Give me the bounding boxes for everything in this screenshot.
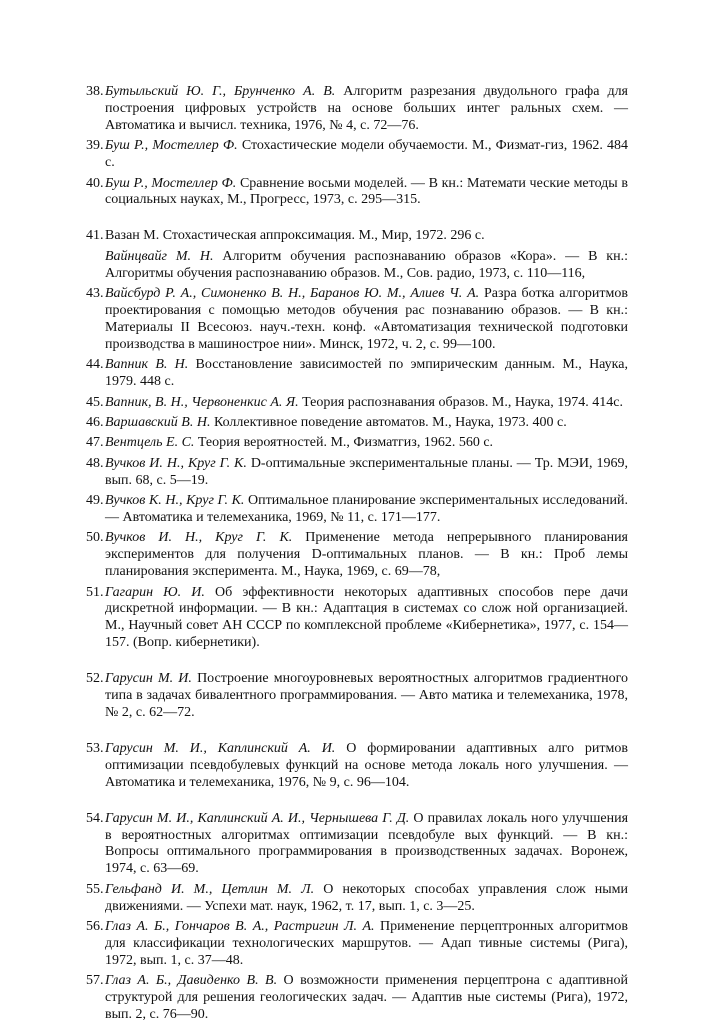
reference-text: Алгоритм обучения распознаванию образов «Кора». — В кн.: Алгоритмы обучения распознаванию образов. М., Сов. радио, 1973, с. 110—116, xyxy=(105,248,628,281)
reference-48 xyxy=(80,456,628,490)
reference-authors: Буш Р., Мостеллер Ф. xyxy=(105,138,238,154)
reference-text: Применение метода непрерывного планирования экспериментов для получения D-оптимальных планов. — В кн.: Проб лемы планирования эксперимента. М., Наука, 1969, с. 69—78, xyxy=(105,530,629,580)
reference-47 xyxy=(80,435,628,452)
reference-number: 39. xyxy=(86,138,104,154)
reference-38 xyxy=(80,84,628,135)
reference-text: Сравнение восьми моделей. — В кн.: Математи ческие методы в социальных науках, М., Прогресс, 1973, с. 295—315. xyxy=(105,175,629,208)
reference-42 xyxy=(80,249,628,283)
reference-authors: Буш Р., Мостеллер Ф. xyxy=(105,175,237,191)
reference-text: Теория распознавания образов. М., Наука, 1974. 414с. xyxy=(298,394,623,410)
reference-text: Стохастические модели обучаемости. М., Физмат-гиз, 1962. 484 с. xyxy=(105,138,629,171)
reference-46 xyxy=(80,415,628,432)
reference-text: D-оптимальные экспериментальные планы. — Тр. МЭИ, 1969, вып. 68, с. 5—19. xyxy=(105,455,628,488)
reference-authors: Глаз А. Б., Гончаров В. А., Растригин Л. А. xyxy=(105,919,375,935)
reference-text: Алгоритм разрезания двудольного графа для построения цифровых устройств на основе больших интег ральных схем. — Автоматика и вычисл. техника, 1976, № 4, с. 72—76. xyxy=(105,84,628,133)
reference-57 xyxy=(80,973,628,1024)
reference-authors: Вайсбурд Р. А., Симоненко В. Н., Баранов Ю. М., Алиев Ч. А. xyxy=(105,286,480,302)
reference-number: 55. xyxy=(86,881,104,897)
reference-56 xyxy=(80,919,628,970)
reference-text: Применение перцептронных алгоритмов для классификации технологических маршрутов. — Адап тивные системы (Рига), 1972, вып. 1, с. 37—48. xyxy=(105,919,629,968)
reference-authors: Гагарин Ю. И. xyxy=(105,584,205,600)
reference-number: 53. xyxy=(86,740,104,756)
reference-authors: Вучков К. Н., Круг Г. К. xyxy=(105,493,245,509)
reference-authors: Гарусин М. И., Каплинский А. И., Чернышева Г. Д. xyxy=(105,810,410,826)
reference-number: 41. xyxy=(86,228,104,244)
reference-authors: Вучков И. Н., Круг Г. К. xyxy=(105,530,293,546)
reference-authors: Варшавский В. Н. xyxy=(105,414,211,430)
reference-43 xyxy=(80,286,628,354)
reference-41 xyxy=(80,228,628,245)
reference-text: Вазан М. Стохастическая аппроксимация. М., Мир, 1972. 296 с. xyxy=(105,228,485,244)
reference-51 xyxy=(80,585,628,653)
reference-54 xyxy=(80,811,628,879)
reference-text: О формировании адаптивных алго ритмов оптимизации псевдобулевых функций на основе метода локаль ного улучшения. — Автоматика и телемеханика, 1976, № 9, с. 96—104. xyxy=(105,740,628,790)
reference-39 xyxy=(80,138,628,172)
reference-text: О возможности применения перцептрона с адаптивной структурой для решения геологических задач. — Адаптив ные системы (Рига), 1972, вып. 2, с. 76—90. xyxy=(105,973,629,1023)
reference-authors: Вучков И. Н., Круг Г. К. xyxy=(105,455,247,471)
reference-authors: Гельфанд И. М., Цетлин М. Л. xyxy=(105,881,315,897)
reference-text: Построение многоуровневых вероятностных алгоритмов градиентного типа в задачах бивалентного программирования. — Авто матика и телемеханика, 1978, № 2, с. 62—72. xyxy=(105,671,628,720)
reference-authors: Вентцель Е. С. xyxy=(105,435,195,451)
reference-number: 47. xyxy=(86,435,104,451)
reference-authors: Глаз А. Б., Давиденко В. В. xyxy=(105,973,278,989)
reference-number: 51. xyxy=(86,584,104,600)
reference-number: 57. xyxy=(86,973,104,989)
reference-list xyxy=(80,84,628,1028)
reference-text: Восстановление зависимостей по эмпирическим данным. М., Наука, 1979. 448 с. xyxy=(105,357,628,390)
reference-number: 43. xyxy=(86,286,104,302)
reference-text: Об эффективности некоторых адаптивных способов пере дачи дискретной информации. — В кн.: Адаптация в системах со слож ной организацией. М., Научный совет АН СССР по комплексной проблеме «Кибернетика», 1977, с. 154—157. (Вопр. кибернетики). xyxy=(105,584,628,651)
reference-number: 46. xyxy=(86,414,104,430)
reference-49 xyxy=(80,493,628,527)
reference-authors: Вайнцвайг М. Н. xyxy=(105,248,214,264)
reference-text: О некоторых способах управления слож ными движениями. — Успехи мат. наук, 1962, т. 17, вып. 1, с. 3—25. xyxy=(105,881,628,914)
reference-text: Разра ботка алгоритмов проектирования с помощью методов обучения рас познаванию образов. — В кн.: Материалы II Всесоюз. науч.-техн. конф. «Автоматизация технической подготовки производства в машинострое нии». Минск, 1972, ч. 2, с. 99—100. xyxy=(105,286,628,352)
reference-text: О правилах локаль ного улучшения в вероятностных алгоритмах оптимизации псевдобуле вых функций. — В кн.: Вопросы оптимального программирования в производственных задачах. Воронеж, 1974, с. 63—69. xyxy=(105,810,629,877)
reference-53 xyxy=(80,741,628,792)
reference-44 xyxy=(80,357,628,391)
reference-text: Коллективное поведение автоматов. М., Наука, 1973. 400 с. xyxy=(210,414,567,430)
reference-text: Оптимальное планирование экспериментальных исследований. — Автоматика и телемеханика, 1969, № 11, с. 171—177. xyxy=(105,493,628,525)
reference-authors: Гарусин М. И. xyxy=(105,671,192,687)
reference-number: 50. xyxy=(86,530,104,546)
reference-authors: Гарусин М. И., Каплинский А. И. xyxy=(105,740,336,756)
reference-text: Теория вероятностей. М., Физматгиз, 1962. 560 с. xyxy=(194,435,494,451)
reference-45 xyxy=(80,395,628,412)
reference-number: 48. xyxy=(86,455,104,471)
reference-authors: Вапник, В. Н., Червоненкис А. Я. xyxy=(105,394,299,410)
reference-number: 52. xyxy=(86,671,104,687)
reference-number: 54. xyxy=(86,810,104,826)
reference-52 xyxy=(80,671,628,722)
reference-number: 45. xyxy=(86,394,104,410)
reference-55 xyxy=(80,882,628,916)
reference-50 xyxy=(80,530,628,581)
reference-40 xyxy=(80,176,628,210)
reference-number: 44. xyxy=(86,357,104,373)
reference-authors: Вапник В. Н. xyxy=(105,357,189,373)
reference-number: 38. xyxy=(86,84,104,99)
reference-authors: Бутыльский Ю. Г., Брунченко А. В. xyxy=(105,84,336,99)
reference-number: 40. xyxy=(86,175,104,191)
reference-number: 56. xyxy=(86,919,104,935)
reference-number: 49. xyxy=(86,493,104,509)
